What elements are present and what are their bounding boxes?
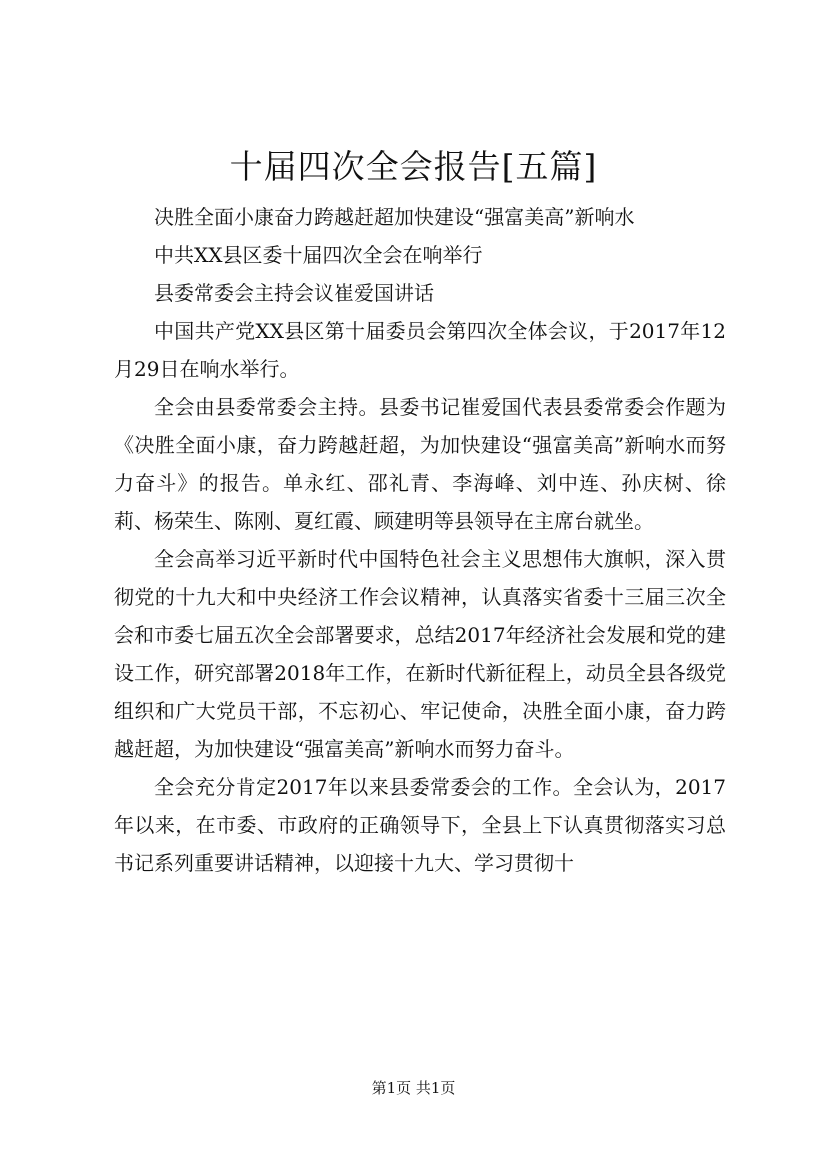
- page-number: 第1页 共1页: [371, 1079, 456, 1097]
- paragraph-headline-2: 中共XX县区委十届四次全会在响举行: [154, 243, 483, 267]
- document-title: 十届四次全会报告[五篇]: [229, 147, 598, 186]
- paragraph-intro: 中国共产党XX县区第十届委员会第四次全体会议，于2017年12月29日在响水举行。: [114, 319, 726, 381]
- paragraph-headline-3: 县委常委会主持会议崔爱国讲话: [154, 281, 434, 305]
- paragraph-chair: 全会由县委常委会主持。县委书记崔爱国代表县委常委会作题为《决胜全面小康，奋力跨越赶超，为加快建设“强富美高”新响水而努力奋斗》的报告。单永红、邵礼青、李海峰、刘中连、孙庆树、徐莉、杨荣生、陈刚、夏红霞、顾建明等县领导在主席台就坐。: [114, 395, 726, 533]
- paragraph-spirit: 全会高举习近平新时代中国特色社会主义思想伟大旗帜，深入贯彻党的十九大和中央经济工作会议精神，认真落实省委十三届三次全会和市委七届五次全会部署要求，总结2017年经济社会发展和党的建设工作，研究部署2018年工作，在新时代新征程上，动员全县各级党组织和广大党员干部，不忘初心、牢记使命，决胜全面小康，奋力跨越赶超，为加快建设“强富美高”新响水而努力奋斗。: [114, 547, 726, 761]
- paragraph-headline-1: 决胜全面小康奋力跨越赶超加快建设“强富美高”新响水: [154, 205, 635, 229]
- paragraph-affirm: 全会充分肯定2017年以来县委常委会的工作。全会认为，2017年以来，在市委、市政府的正确领导下，全县上下认真贯彻落实习总书记系列重要讲话精神，以迎接十九大、学习贯彻十: [114, 775, 726, 875]
- document-body: [114, 198, 726, 882]
